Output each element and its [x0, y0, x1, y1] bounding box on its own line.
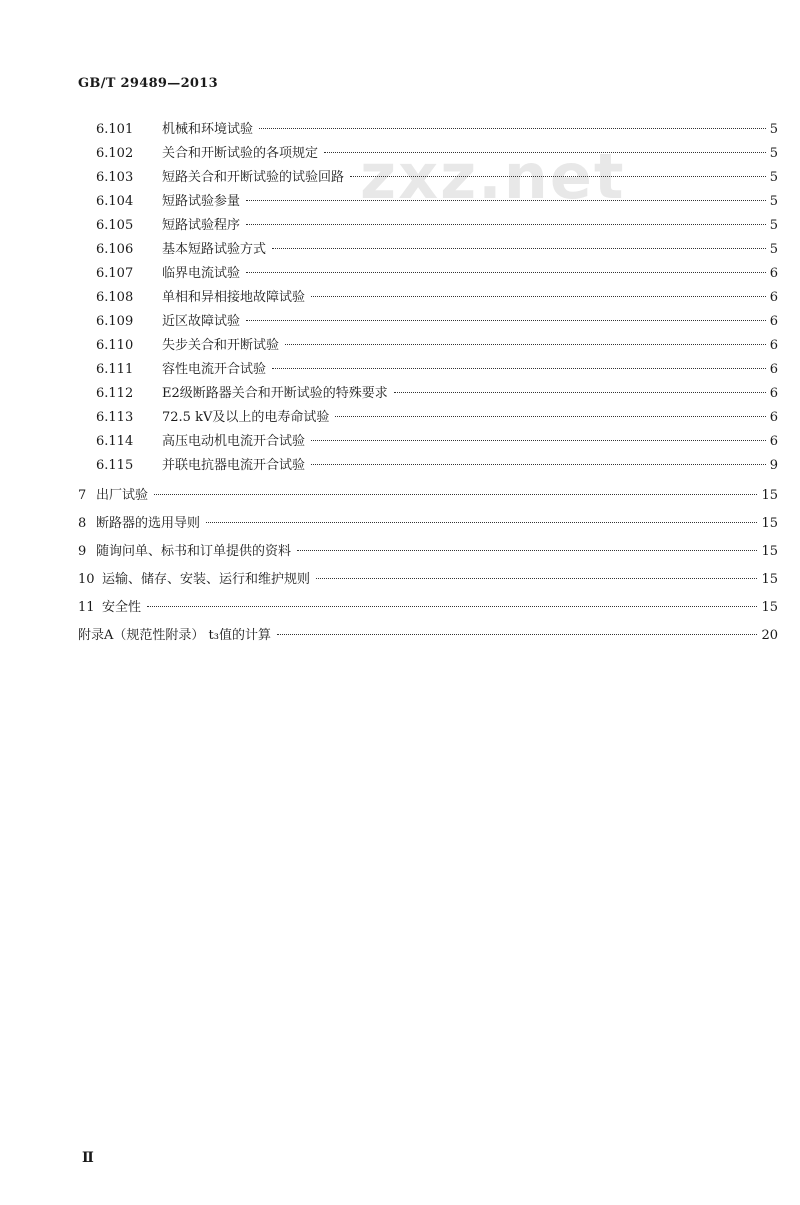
- toc-entry-title: 短路关合和开断试验的试验回路: [162, 170, 345, 185]
- toc-leader-dots: [147, 606, 757, 607]
- toc-entry[interactable]: [78, 568, 778, 588]
- toc-leader-dots: [272, 368, 766, 369]
- toc-leader-dots: [350, 176, 766, 177]
- toc-entry-title: 并联电抗器电流开合试验: [162, 458, 306, 473]
- toc-leader-dots: [272, 248, 766, 249]
- toc-entry-number: 6.106: [96, 242, 134, 257]
- toc-entry-title: 容性电流开合试验: [162, 362, 267, 377]
- toc-entry-title: 临界电流试验: [162, 266, 241, 281]
- toc-entry-title: 机械和环境试验: [162, 122, 254, 137]
- toc-entry-title: 随询问单、标书和订单提供的资料: [96, 544, 292, 559]
- toc-entry-number: 6.113: [96, 410, 134, 425]
- toc-entry-page: 6: [769, 362, 778, 377]
- toc-entry-title: 单相和异相接地故障试验: [162, 290, 306, 305]
- toc-leader-dots: [246, 200, 766, 201]
- toc-entry[interactable]: [96, 286, 778, 306]
- toc-entry[interactable]: [78, 512, 778, 532]
- toc-entry[interactable]: [96, 238, 778, 258]
- toc-entry-number: 6.112: [96, 386, 134, 401]
- toc-leader-dots: [206, 522, 757, 523]
- toc-entry-page: 6: [769, 338, 778, 353]
- toc-entry-annex[interactable]: [78, 624, 778, 644]
- toc-leader-dots: [394, 392, 766, 393]
- toc-entry-page: 6: [769, 386, 778, 401]
- toc-entry[interactable]: [78, 484, 778, 504]
- toc-entry-page: 5: [769, 242, 778, 257]
- toc-entry-number: 6.109: [96, 314, 134, 329]
- toc-leader-dots: [285, 344, 766, 345]
- toc-entry-number: 6.108: [96, 290, 134, 305]
- toc-entry-title: 安全性: [102, 600, 142, 615]
- toc-leader-dots: [246, 224, 766, 225]
- toc-leader-dots: [246, 272, 766, 273]
- toc-entry[interactable]: [96, 118, 778, 138]
- toc-leader-dots: [324, 152, 766, 153]
- toc-entry-number: 10: [78, 572, 95, 587]
- toc-entry-title: 基本短路试验方式: [162, 242, 267, 257]
- toc-entry-number: 7: [78, 488, 87, 503]
- toc-entry-page: 5: [769, 122, 778, 137]
- toc-entry-page: 6: [769, 314, 778, 329]
- toc-entry-title: 关合和开断试验的各项规定: [162, 146, 319, 161]
- toc-entry-page: 5: [769, 218, 778, 233]
- toc-leader-dots: [316, 578, 757, 579]
- toc-leader-dots: [311, 296, 766, 297]
- toc-entry-page: 6: [769, 410, 778, 425]
- toc-entry-title: 近区故障试验: [162, 314, 241, 329]
- toc-entry-page: 20: [761, 628, 778, 643]
- toc-entry-number: 6.101: [96, 122, 134, 137]
- toc-entry-title: 短路试验程序: [162, 218, 241, 233]
- page-number-roman: Ⅱ: [82, 1150, 94, 1166]
- toc-entry[interactable]: [96, 262, 778, 282]
- toc-entry-page: 15: [761, 600, 778, 615]
- toc-entry-page: 15: [761, 488, 778, 503]
- toc-entry-page: 5: [769, 146, 778, 161]
- toc-entry[interactable]: [96, 310, 778, 330]
- toc-leader-dots: [311, 440, 766, 441]
- toc-entry-page: 15: [761, 516, 778, 531]
- toc-entry-number: 8: [78, 516, 87, 531]
- toc-entry-page: 6: [769, 266, 778, 281]
- toc-entry[interactable]: [96, 382, 778, 402]
- toc-leader-dots: [311, 464, 766, 465]
- toc-entry[interactable]: [96, 334, 778, 354]
- toc-entry-number: 6.104: [96, 194, 134, 209]
- toc-entry[interactable]: [96, 214, 778, 234]
- toc-entry-number: 6.110: [96, 338, 134, 353]
- document-code-header: GB/T 29489—2013: [78, 76, 218, 91]
- toc-leader-dots: [277, 634, 757, 635]
- toc-entry-title: 断路器的选用导则: [96, 516, 201, 531]
- toc-entry-title: 出厂试验: [96, 488, 149, 503]
- watermark: zxz.net: [360, 140, 626, 213]
- toc-entry[interactable]: [96, 190, 778, 210]
- toc-entry[interactable]: [96, 142, 778, 162]
- toc-entry-page: 15: [761, 544, 778, 559]
- toc-entry-number: 6.114: [96, 434, 134, 449]
- toc-entry-title: 72.5 kV及以上的电寿命试验: [162, 410, 330, 425]
- toc-entry-number: 6.103: [96, 170, 134, 185]
- toc-leader-dots: [259, 128, 766, 129]
- toc-leader-dots: [335, 416, 765, 417]
- toc-entry[interactable]: [96, 358, 778, 378]
- toc-entry-page: 6: [769, 290, 778, 305]
- toc-entry-number: 6.107: [96, 266, 134, 281]
- toc-entry-title: 运输、储存、安装、运行和维护规则: [102, 572, 311, 587]
- toc-entry-title: 失步关合和开断试验: [162, 338, 280, 353]
- toc-entry-number: 6.111: [96, 362, 134, 377]
- toc-entry-number: 6.105: [96, 218, 134, 233]
- toc-entry[interactable]: [78, 596, 778, 616]
- toc-leader-dots: [297, 550, 757, 551]
- toc-entry-page: 5: [769, 170, 778, 185]
- toc-entry-title: 附录A（规范性附录） t₃值的计算: [78, 628, 271, 643]
- toc-entry-title: E2级断路器关合和开断试验的特殊要求: [162, 386, 388, 401]
- toc-leader-dots: [246, 320, 766, 321]
- toc-entry[interactable]: [96, 406, 778, 426]
- toc-entry[interactable]: [96, 166, 778, 186]
- toc-entry-title: 高压电动机电流开合试验: [162, 434, 306, 449]
- toc-entry[interactable]: [96, 454, 778, 474]
- toc-entry-number: 11: [78, 600, 95, 615]
- toc-leader-dots: [154, 494, 757, 495]
- toc-entry-page: 9: [769, 458, 778, 473]
- toc-entry[interactable]: [96, 430, 778, 450]
- toc-entry[interactable]: [78, 540, 778, 560]
- toc-entry-number: 6.102: [96, 146, 134, 161]
- toc-entry-number: 6.115: [96, 458, 134, 473]
- toc-entry-page: 15: [761, 572, 778, 587]
- toc-entry-number: 9: [78, 544, 87, 559]
- toc-entry-title: 短路试验参量: [162, 194, 241, 209]
- toc-entry-page: 6: [769, 434, 778, 449]
- toc-entry-page: 5: [769, 194, 778, 209]
